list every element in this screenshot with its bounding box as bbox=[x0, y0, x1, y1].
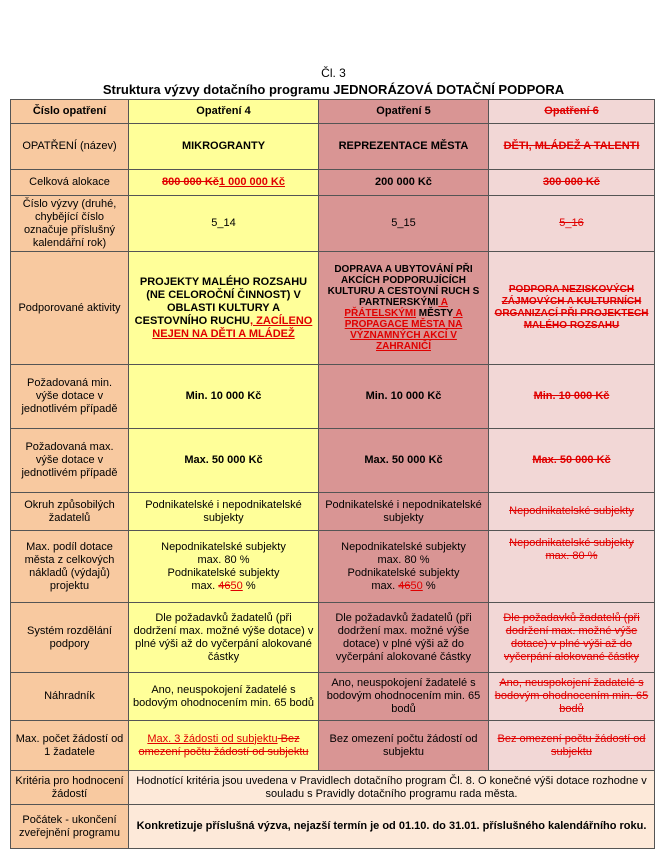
table-row bbox=[11, 365, 655, 429]
row-label: Náhradník bbox=[11, 673, 129, 721]
row-label: Číslo výzvy (druhé, chybějící číslo označuje příslušný kalendářní rok) bbox=[11, 196, 129, 252]
header-cell-label: Číslo opatření bbox=[11, 100, 129, 124]
inserted-text: A PŘÁTELSKÝMI bbox=[344, 297, 448, 319]
table-row bbox=[11, 805, 655, 849]
cell-m4: MIKROGRANTY bbox=[129, 124, 319, 170]
cell-m6: Dle požadavků žadatelů (při dodržení max. možné výše dotace) v plné výši až do vyčerpání alokované částky bbox=[489, 603, 655, 673]
cell-m5: Max. 50 000 Kč bbox=[319, 429, 489, 493]
cell-m4: Ano, neuspokojení žadatelé s bodovým ohodnocením min. 65 bodů bbox=[129, 673, 319, 721]
inserted-text: A PROPAGACE MĚSTA NA VÝZNAMNÝCH AKCÍ V ZAHRANIČÍ bbox=[344, 308, 463, 352]
cell-m4: Min. 10 000 Kč bbox=[129, 365, 319, 429]
deleted-text: 800 000 Kč bbox=[162, 176, 219, 188]
row-label: Celková alokace bbox=[11, 170, 129, 196]
article-number: Čl. 3 bbox=[321, 66, 346, 80]
cell-m6: Bez omezení počtu žádostí od subjektu bbox=[489, 721, 655, 771]
table-row bbox=[11, 673, 655, 721]
cell-m5 bbox=[319, 252, 489, 365]
cell-m6: Ano, neuspokojení žadatelé s bodovým ohodnocením min. 65 bodů bbox=[489, 673, 655, 721]
row-label: Okruh způsobilých žadatelů bbox=[11, 493, 129, 531]
share-line: Nepodnikatelské subjekty bbox=[509, 537, 634, 549]
table-row bbox=[11, 771, 655, 805]
share-line: max. 80 % bbox=[197, 553, 250, 566]
header-cell-m4: Opatření 4 bbox=[129, 100, 319, 124]
document-title: Struktura výzvy dotačního programu JEDNORÁZOVÁ DOTAČNÍ PODPORA bbox=[102, 82, 565, 97]
cell-m6: PODPORA NEZISKOVÝCH ZÁJMOVÝCH A KULTURNÍCH ORGANIZACÍ PŘI PROJEKTECH MALÉHO ROZSAHU bbox=[489, 252, 655, 365]
table-row bbox=[11, 721, 655, 771]
share-prefix: max. bbox=[371, 579, 399, 592]
share-line: Podnikatelské subjekty bbox=[347, 566, 460, 579]
table-row bbox=[11, 531, 655, 603]
inserted-text: , ZACÍLENO NEJEN NA DĚTI A MLÁDEŽ bbox=[152, 314, 313, 340]
cell-m5: Podnikatelské i nepodnikatelské subjekty bbox=[319, 493, 489, 531]
header-cell-m5: Opatření 5 bbox=[319, 100, 489, 124]
cell-m5: Dle požadavků žadatelů (při dodržení max. možné výše dotace) v plné výši až do vyčerpání alokované částky bbox=[319, 603, 489, 673]
cell-m4: Podnikatelské i nepodnikatelské subjekty bbox=[129, 493, 319, 531]
share-line: Nepodnikatelské subjekty bbox=[161, 540, 286, 553]
cell-m4 bbox=[129, 531, 319, 603]
cell-m5: 5_15 bbox=[319, 196, 489, 252]
table-row bbox=[11, 196, 655, 252]
table-row bbox=[11, 429, 655, 493]
period-cell: Konkretizuje příslušná výzva, nejazší termín je od 01.10. do 31.01. příslušného kalendářního roku. bbox=[129, 805, 655, 849]
deleted-text: 46 bbox=[398, 579, 411, 592]
cell-m4: Dle požadavků žadatelů (při dodržení max. možné výše dotace) v plné výši až do vyčerpání alokované částky bbox=[129, 603, 319, 673]
share-prefix: max. bbox=[191, 579, 219, 592]
cell-m6 bbox=[489, 531, 655, 603]
row-label: Systém rozdělání podpory bbox=[11, 603, 129, 673]
share-suffix: % bbox=[422, 579, 436, 592]
grant-structure-table bbox=[10, 99, 655, 849]
cell-m5: REPREZENTACE MĚSTA bbox=[319, 124, 489, 170]
cell-m4: 5_14 bbox=[129, 196, 319, 252]
inserted-text: 50 bbox=[230, 579, 243, 592]
table-row bbox=[11, 603, 655, 673]
deleted-text: Bez omezení počtu žádostí od subjektu bbox=[138, 732, 309, 758]
share-line: max. 80 % bbox=[377, 553, 430, 566]
table-row bbox=[11, 493, 655, 531]
cell-m5: Min. 10 000 Kč bbox=[319, 365, 489, 429]
inserted-text: 1 000 000 Kč bbox=[218, 176, 285, 188]
cell-m6: Max. 50 000 Kč bbox=[489, 429, 655, 493]
share-line: Podnikatelské subjekty bbox=[167, 566, 280, 579]
header-cell-m6: Opatření 6 bbox=[489, 100, 655, 124]
row-label: Kritéria pro hodnocení žádostí bbox=[11, 771, 129, 805]
cell-m5 bbox=[319, 531, 489, 603]
row-label: Max. počet žádostí od 1 žadatele bbox=[11, 721, 129, 771]
cell-m4: Max. 50 000 Kč bbox=[129, 429, 319, 493]
share-line: Nepodnikatelské subjekty bbox=[341, 540, 466, 553]
row-label: Podporované aktivity bbox=[11, 252, 129, 365]
cell-m4 bbox=[129, 170, 319, 196]
criteria-cell: Hodnotící kritéria jsou uvedena v Pravidlech dotačního program Čl. 8. O konečné výši dotace rozhodne v souladu s Pravidly dotačního programu rada města. bbox=[129, 771, 655, 805]
cell-m6: Nepodnikatelské subjekty bbox=[489, 493, 655, 531]
cell-m6: 5_16 bbox=[489, 196, 655, 252]
row-label: OPATŘENÍ (název) bbox=[11, 124, 129, 170]
share-line bbox=[133, 580, 314, 593]
cell-m4 bbox=[129, 721, 319, 771]
row-label: Max. podíl dotace města z celkových nákladů (výdajů) projektu bbox=[11, 531, 129, 603]
cell-m6: Min. 10 000 Kč bbox=[489, 365, 655, 429]
cell-m4 bbox=[129, 252, 319, 365]
share-line: max. 80 % bbox=[545, 550, 598, 562]
share-suffix: % bbox=[242, 579, 256, 592]
cell-m6: 300 000 Kč bbox=[489, 170, 655, 196]
share-line bbox=[323, 580, 484, 593]
activity-text: DOPRAVA A UBYTOVÁNÍ PŘI AKCÍCH PODPORUJÍCÍCH KULTURU A CESTOVNÍ RUCH S PARTNERSKÝMI bbox=[327, 264, 480, 308]
cell-m5: Bez omezení počtu žádostí od subjektu bbox=[319, 721, 489, 771]
deleted-text: 46 bbox=[218, 579, 231, 592]
table-header-row bbox=[11, 100, 655, 124]
row-label: Požadovaná max. výše dotace v jednotlivém případě bbox=[11, 429, 129, 493]
table-row bbox=[11, 252, 655, 365]
inserted-text: Max. 3 žádosti od subjektu bbox=[147, 732, 278, 745]
inserted-text: 50 bbox=[410, 579, 423, 592]
table-row bbox=[11, 124, 655, 170]
table-row bbox=[11, 170, 655, 196]
row-label: Požadovaná min. výše dotace v jednotlivém případě bbox=[11, 365, 129, 429]
cell-m5: 200 000 Kč bbox=[319, 170, 489, 196]
cell-m6: DĚTI, MLÁDEŽ A TALENTI bbox=[489, 124, 655, 170]
row-label: Počátek - ukončení zveřejnění programu bbox=[11, 805, 129, 849]
activity-text: MĚSTY bbox=[415, 308, 454, 319]
activity-text: PROJEKTY MALÉHO ROZSAHU (NE CELOROČNÍ ČINNOST) V OBLASTI KULTURY A CESTOVNÍHO RUCHU bbox=[134, 275, 308, 327]
cell-m5: Ano, neuspokojení žadatelé s bodovým ohodnocením min. 65 bodů bbox=[319, 673, 489, 721]
